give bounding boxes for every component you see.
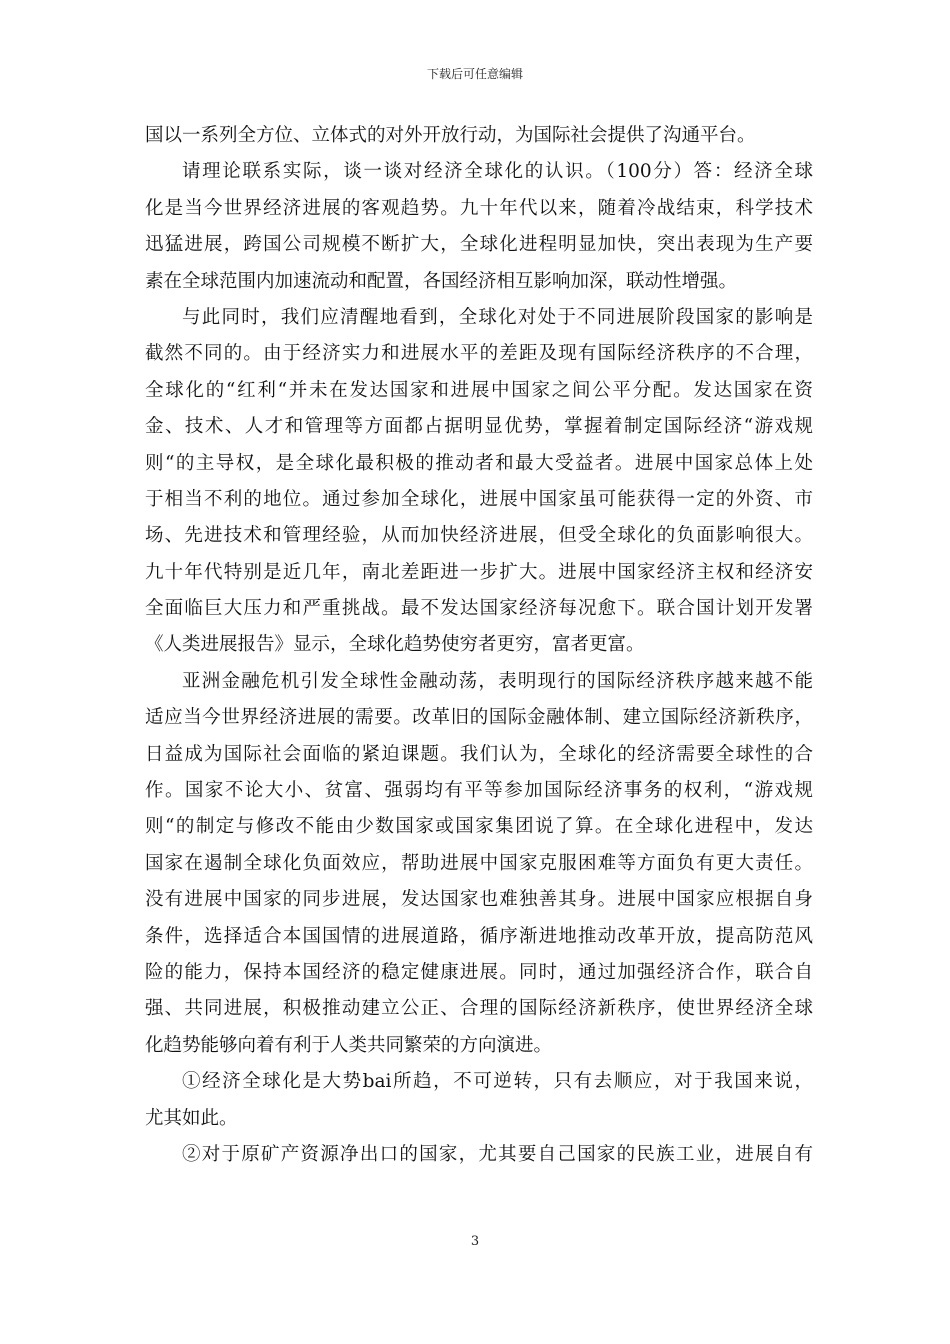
page-header: 下载后可任意编辑 [426,67,523,81]
text-line: 险的能力，保持本国经济的稳定健康进展。同时，通过加强经济合作，联合自 [145,961,813,983]
text-line: 作。国家不论大小、贫富、强弱均有平等参加国际经济事务的权利，“游戏规 [145,780,813,802]
text-line: 于相当不利的地位。通过参加全球化，进展中国家虽可能获得一定的外资、市 [145,488,813,510]
text-line: 亚洲金融危机引发全球性金融动荡，表明现行的国际经济秩序越来越不能 [182,670,813,692]
text-line: 没有进展中国家的同步进展，发达国家也难独善其身。进展中国家应根据自身 [145,889,813,911]
text-line: 尤其如此。 [145,1107,238,1129]
text-line: 条件，选择适合本国国情的进展道路，循序渐进地推动改革开放，提高防范风 [145,925,813,947]
text-line: 迅猛进展，跨国公司规模不断扩大，全球化进程明显加快，突出表现为生产要 [145,234,813,256]
text-line: 截然不同的。由于经济实力和进展水平的差距及现有国际经济秩序的不合理， [145,343,813,365]
text-line: 适应当今世界经济进展的需要。改革旧的国际金融体制、建立国际经济新秩序， [145,707,813,729]
text-line: 化趋势能够向着有利于人类共同繁荣的方向演进。 [145,1034,553,1056]
text-line: 与此同时，我们应清醒地看到，全球化对处于不同进展阶段国家的影响是 [182,306,813,328]
text-line: 全面临巨大压力和严重挑战。最不发达国家经济每况愈下。联合国计划开发署 [145,598,813,620]
text-line: 素在全球范围内加速流动和配置，各国经济相互影响加深，联动性增强。 [145,270,738,292]
text-line: 强、共同进展，积极推动建立公正、合理的国际经济新秩序，使世界经济全球 [145,998,813,1020]
text-line: 则“的制定与修改不能由少数国家或国家集团说了算。在全球化进程中，发达 [145,816,813,838]
text-line: 请理论联系实际，谈一谈对经济全球化的认识。（100分）答：经济全球 [182,161,813,183]
text-line: 《人类进展报告》显示，全球化趋势使穷者更穷，富者更富。 [145,634,645,656]
text-line: 国家在遏制全球化负面效应，帮助进展中国家克服困难等方面负有更大责任。 [145,852,813,874]
text-line: ①经济全球化是大势bai所趋，不可逆转，只有去顺应，对于我国来说， [182,1071,813,1093]
text-line: 场、先进技术和管理经验，从而加快经济进展，但受全球化的负面影响很大。 [145,525,813,547]
text-line: 九十年代特别是近几年，南北差距进一步扩大。进展中国家经济主权和经济安 [145,561,813,583]
text-line: 日益成为国际社会面临的紧迫课题。我们认为，全球化的经济需要全球性的合 [145,743,813,765]
text-line: 全球化的“红利“并未在发达国家和进展中国家之间公平分配。发达国家在资 [145,379,813,401]
page-number: 3 [470,1234,480,1249]
text-line: 则“的主导权，是全球化最积极的推动者和最大受益者。进展中国家总体上处 [145,452,813,474]
document-body [145,118,813,1173]
text-line: 金、技术、人才和管理等方面都占据明显优势，掌握着制定国际经济“游戏规 [145,416,813,438]
text-line: ②对于原矿产资源净出口的国家，尤其要自己国家的民族工业，进展自有 [182,1143,813,1165]
text-line: 化是当今世界经济进展的客观趋势。九十年代以来，随着冷战结束，科学技术 [145,197,813,219]
text-line: 国以一系列全方位、立体式的对外开放行动，为国际社会提供了沟通平台。 [145,125,756,146]
